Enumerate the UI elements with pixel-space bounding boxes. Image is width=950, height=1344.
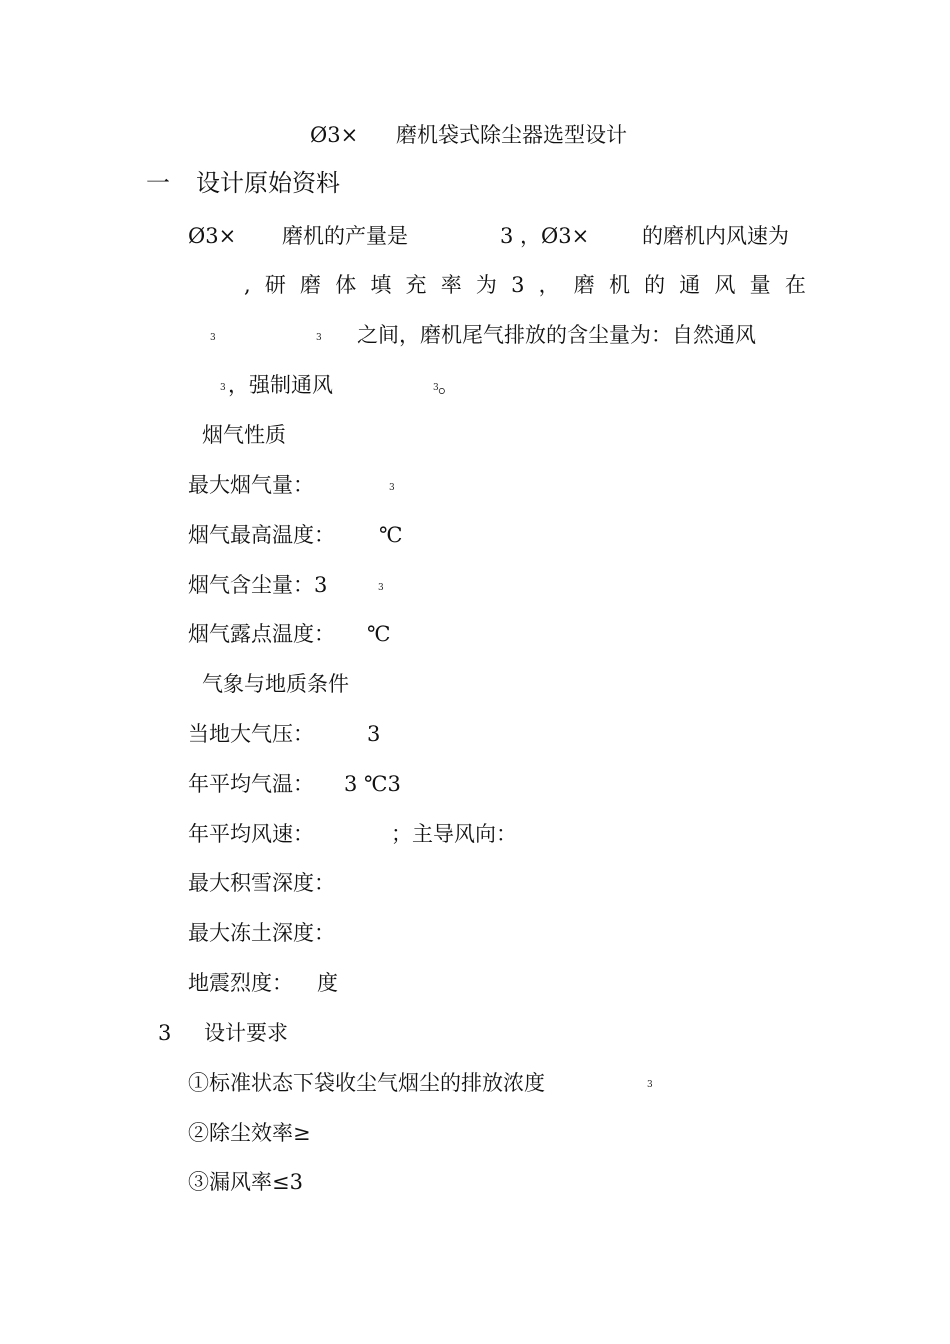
max-flue-volume: 最大烟气量： — [188, 473, 314, 497]
max-flue-temp-unit: ℃ — [379, 523, 403, 547]
para-l1-b: 磨机的产量是 — [282, 224, 408, 248]
seismic-unit: 度 — [317, 971, 338, 995]
requirements-number: 3 — [158, 1021, 172, 1045]
max-snow-depth: 最大积雪深度： — [188, 871, 335, 895]
doc-title: 磨机袋式除尘器选型设计 — [396, 123, 627, 147]
para-l4-sup1: 3 — [220, 383, 226, 393]
para-l1-c: 3 ，Ø3× — [500, 224, 590, 248]
avg-temp: 年平均气温： — [188, 772, 314, 796]
para-l2-char: 研 — [264, 273, 286, 297]
para-l2-char: 充 — [405, 273, 427, 297]
para-l2-char: 填 — [370, 273, 392, 297]
para-l3-sup2: 3 — [316, 333, 322, 343]
para-l4-end: 。 — [438, 373, 459, 397]
flue-dust-sup: 3 — [378, 583, 384, 593]
section-number: 一 — [146, 169, 170, 197]
para-l2-char: 通 — [679, 273, 701, 297]
atm-pressure-value: 3 — [367, 722, 381, 746]
para-l2-char: ， — [538, 273, 560, 297]
section-heading: 设计原始资料 — [196, 169, 340, 197]
para-l2-char: 率 — [440, 273, 462, 297]
para-l1-d: 的磨机内风速为 — [642, 224, 789, 248]
para-l3-text: 之间，磨机尾气排放的含尘量为：自然通风 — [357, 323, 756, 347]
para-l3-sup1: 3 — [210, 333, 216, 343]
max-frost-depth: 最大冻土深度： — [188, 921, 335, 945]
avg-wind: 年平均风速： — [188, 822, 314, 846]
para-l2-char: 3 — [511, 273, 525, 297]
flue-dew-unit: ℃ — [367, 622, 391, 646]
wind-direction: ；主导风向： — [391, 822, 517, 846]
para-l2-char: 体 — [335, 273, 357, 297]
para-l2-char: 磨 — [573, 273, 595, 297]
requirement-1-sup: 3 — [647, 1080, 653, 1090]
para-l2-char: 风 — [714, 273, 736, 297]
avg-temp-value: 3 ℃3 — [344, 772, 401, 796]
seismic-intensity: 地震烈度： — [188, 971, 293, 995]
weather-heading: 气象与地质条件 — [202, 672, 349, 696]
max-flue-temp: 烟气最高温度： — [188, 523, 335, 547]
requirements-heading: 设计要求 — [204, 1021, 288, 1045]
para-l2-char: 磨 — [300, 273, 322, 297]
flue-dew: 烟气露点温度： — [188, 622, 335, 646]
para-l2-char: , — [244, 273, 251, 297]
para-l1-a: Ø3× — [188, 224, 237, 248]
requirement-3: ③漏风率≤3 — [188, 1170, 303, 1194]
para-l2-char: 为 — [475, 273, 497, 297]
requirement-1: ①标准状态下袋收尘气烟尘的排放浓度 — [188, 1071, 545, 1095]
requirement-2: ②除尘效率≥ — [188, 1121, 311, 1145]
para-l4-text: ，强制通风 — [228, 373, 333, 397]
flue-dust: 烟气含尘量：3 — [188, 573, 328, 597]
atm-pressure: 当地大气压： — [188, 722, 314, 746]
para-l2-char: 在 — [784, 273, 806, 297]
doc-title-prefix: Ø3× — [310, 123, 359, 147]
max-flue-volume-sup: 3 — [389, 483, 395, 493]
para-l2-char: 量 — [749, 273, 771, 297]
para-l2-char: 的 — [644, 273, 666, 297]
para-l4-sup2: 3 — [433, 383, 439, 393]
para-l2-char: 机 — [608, 273, 630, 297]
flue-gas-heading: 烟气性质 — [202, 423, 286, 447]
para-l2 — [244, 272, 806, 298]
